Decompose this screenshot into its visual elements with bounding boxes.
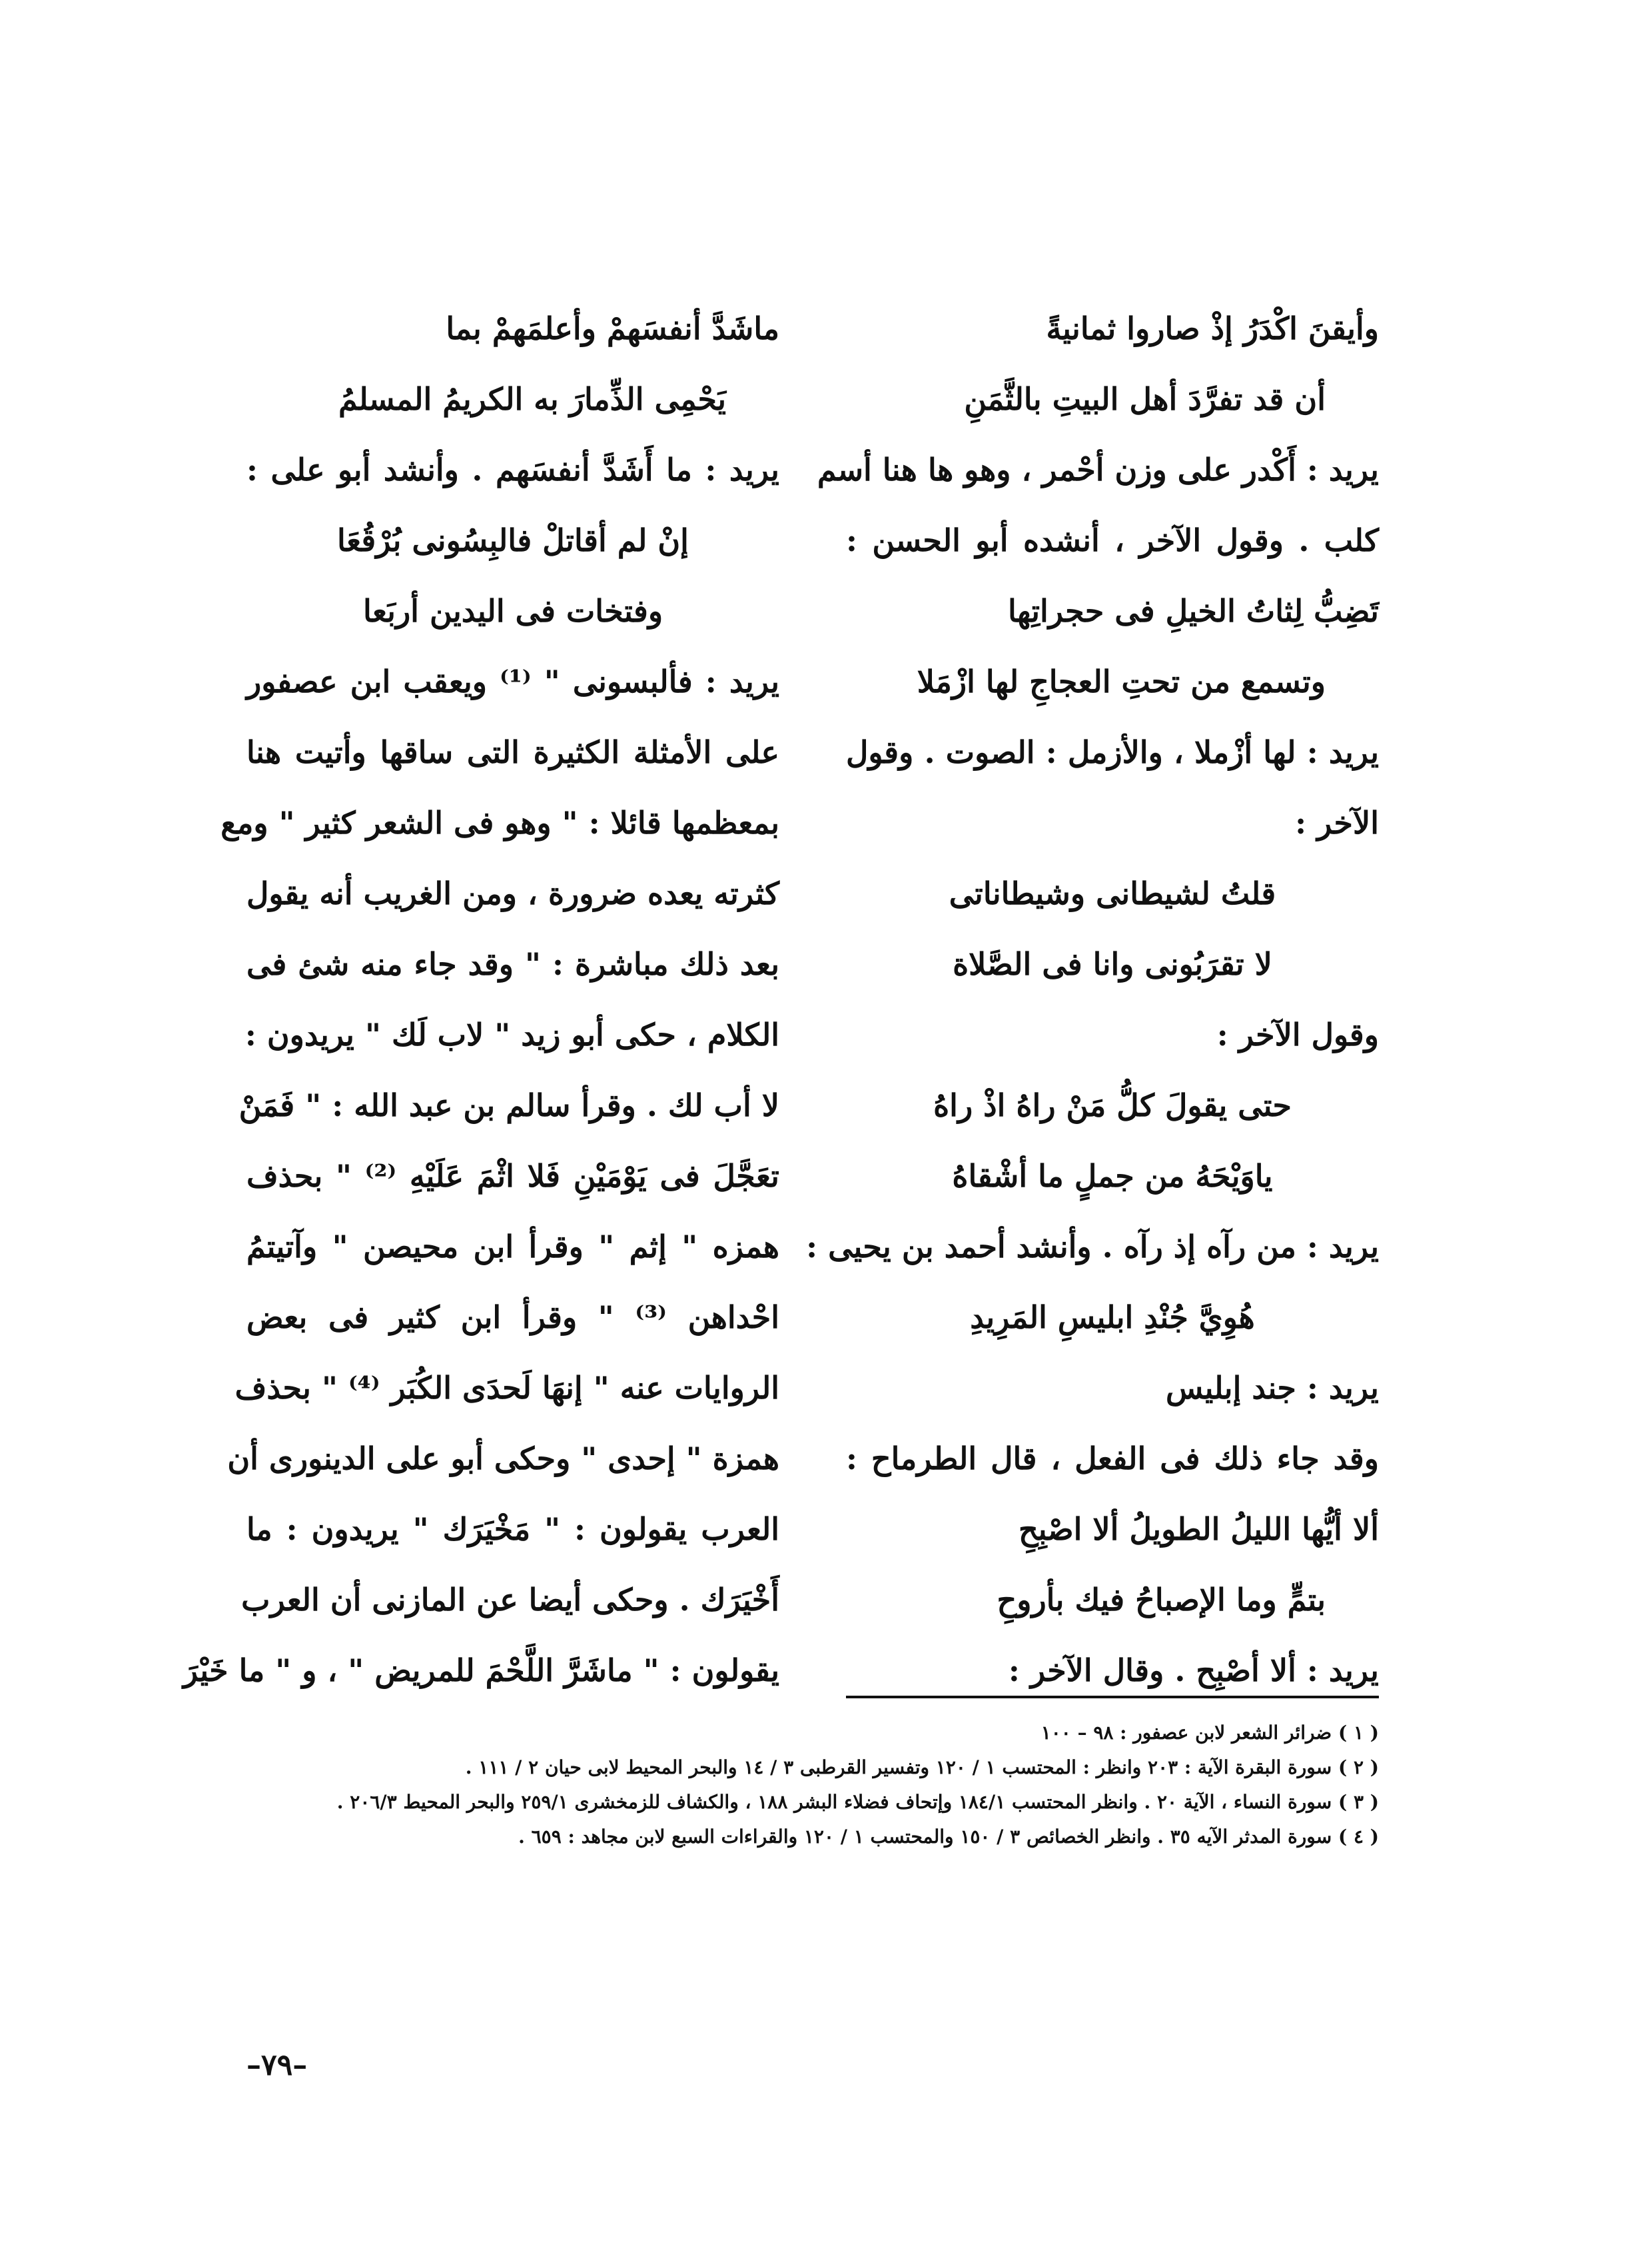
text-line: العرب يقولون : " مَخْيَرَك " يريدون : ما (246, 1511, 779, 1547)
verse-line: أن قد تفرَّدَ أهل البيتِ بالثَّمَنِ (964, 381, 1326, 417)
verse-line: وأيقنَ اكْدَرُ إذْ صاروا ثمانيةً (1046, 310, 1379, 346)
text-line: يريد : فألبسونى " ⁽¹⁾ ويعقب ابن عصفور (246, 664, 779, 700)
text-line: لا أب لك . وقرأ سالم بن عبد الله : " فَمَنْ (238, 1087, 779, 1123)
page-number: –٧٩– (246, 2048, 308, 2082)
verse-line: يَحْمِى الذِّمارَ به الكريمُ المسلمُ (338, 381, 726, 417)
verse-line: بتمٍّ وما الإصباحُ فيك بأروحِ (997, 1582, 1326, 1618)
text-line: وقول الآخر : (1216, 1017, 1379, 1053)
text-line: همزه " إثم " وقرأ ابن محيصن " وآتيتمُ (246, 1229, 779, 1265)
text-line: كلب . وقول الآخر ، أنشده أبو الحسن : (846, 522, 1379, 558)
verse-line: ياوَيْحَهُ من جملٍ ما أشْقاهُ (952, 1158, 1273, 1194)
text-line: يريد : لها أزْملا ، والأزمل : الصوت . وقول (846, 734, 1379, 770)
verse-line: إنْ لم أقاتلْ فالبِسُونى بُرْقُعَا (337, 522, 689, 558)
text-line: همزة " إحدى " وحكى أبو على الدينورى أن (227, 1440, 779, 1476)
verse-line: تَضِبُّ لِثاتُ الخيلِ فى حجراتِها (1008, 593, 1379, 629)
text-line: يقولون : " ماشَرَّ اللَّحْمَ للمريض " ، و " ما خَيْرَ (183, 1652, 779, 1688)
text-line: يريد : جند إبليس (1166, 1370, 1379, 1406)
footnote-3: ( ٣ ) سورة النساء ، الآية ٢٠ . وانظر المحتسب ١٨٤/١ وإتحاف فضلاء البشر ١٨٨ ، والكشاف للزمخشرى ٢٥٩/١ والبحر المحيط ٢٠٦/٣ . (336, 1791, 1379, 1813)
text-line: يريد : ألا أصْبِح . وقال الآخر : (1008, 1652, 1379, 1688)
text-line: كثرته يعده ضرورة ، ومن الغريب أنه يقول (246, 875, 779, 911)
text-line: تعَجَّلَ فى يَوْمَيْنِ فَلا اثْمَ عَلَيْهِ ⁽²⁾ " بحذف (246, 1158, 779, 1194)
footnote-2: ( ٢ ) سورة البقرة الآية : ٢٠٣ وانظر : المحتسب ١ / ١٢٠ وتفسير القرطبى ٣ / ١٤ والبحر المحيط لابى حيان ٢ / ١١١ . (465, 1756, 1379, 1778)
verse-line: ماشَدَّ أنفسَهمْ وأعلمَهمْ بما (446, 310, 779, 346)
verse-line: وتسمع من تحتِ العجاجِ لها ازْمَلا (917, 664, 1326, 700)
verse-line: هُوِيَّ جُنْدِ ابليسِ المَرِيدِ (970, 1299, 1255, 1335)
text-line: بعد ذلك مباشرة : " وقد جاء منه شئ فى (246, 946, 779, 982)
text-line: أَخْيَرَك . وحكى أيضا عن المازنى أن العرب (241, 1582, 779, 1618)
text-line: الروايات عنه " إنهَا لَحدَى الكُبَر ⁽⁴⁾ " بحذف (234, 1370, 779, 1406)
verse-line: وفتخات فى اليدين أربَعا (362, 593, 663, 629)
text-line: وقد جاء ذلك فى الفعل ، قال الطرماح : (846, 1440, 1379, 1476)
verse-line: ألا أيُّها الليلُ الطويلُ ألا اصْبِحِ (1019, 1511, 1379, 1547)
text-line: الكلام ، حكى أبو زيد " لاب لَك " يريدون : (244, 1017, 779, 1053)
text-line: احْداهن ⁽³⁾ " وقرأ ابن كثير فى بعض (246, 1299, 779, 1335)
text-line: يريد : ما أَشَدَّ أنفسَهم . وأنشد أبو على : (246, 452, 779, 488)
footnote-4: ( ٤ ) سورة المدثر الآيه ٣٥ . وانظر الخصائص ٣ / ١٥٠ والمحتسب ١ / ١٢٠ والقراءات السبع لابن مجاهد : ٦٥٩ . (518, 1826, 1379, 1848)
text-line: يريد : من رآه إذ رآه . وأنشد أحمد بن يحيى : (806, 1229, 1379, 1265)
verse-line: لا تقرَبُونى وانا فى الصَّلاة (953, 946, 1272, 982)
text-line: بمعظمها قائلا : " وهو فى الشعر كثير " ومع (220, 805, 779, 841)
verse-line: قلتُ لشيطانى وشيطاناتى (949, 875, 1276, 911)
text-line: الآخر : (1295, 805, 1379, 841)
verse-line: حتى يقولَ كلُّ مَنْ راهُ اذْ راهُ (933, 1087, 1292, 1123)
text-line: يريد : أَكْدر على وزن أحْمر ، وهو ها هنا أسم (817, 452, 1379, 488)
text-line: على الأمثلة الكثيرة التى ساقها وأتيت هنا (246, 734, 779, 770)
footnote-1: ( ١ ) ضرائر الشعر لابن عصفور : ٩٨ – ١٠٠ (1040, 1722, 1379, 1744)
footnote-separator (846, 1696, 1379, 1698)
